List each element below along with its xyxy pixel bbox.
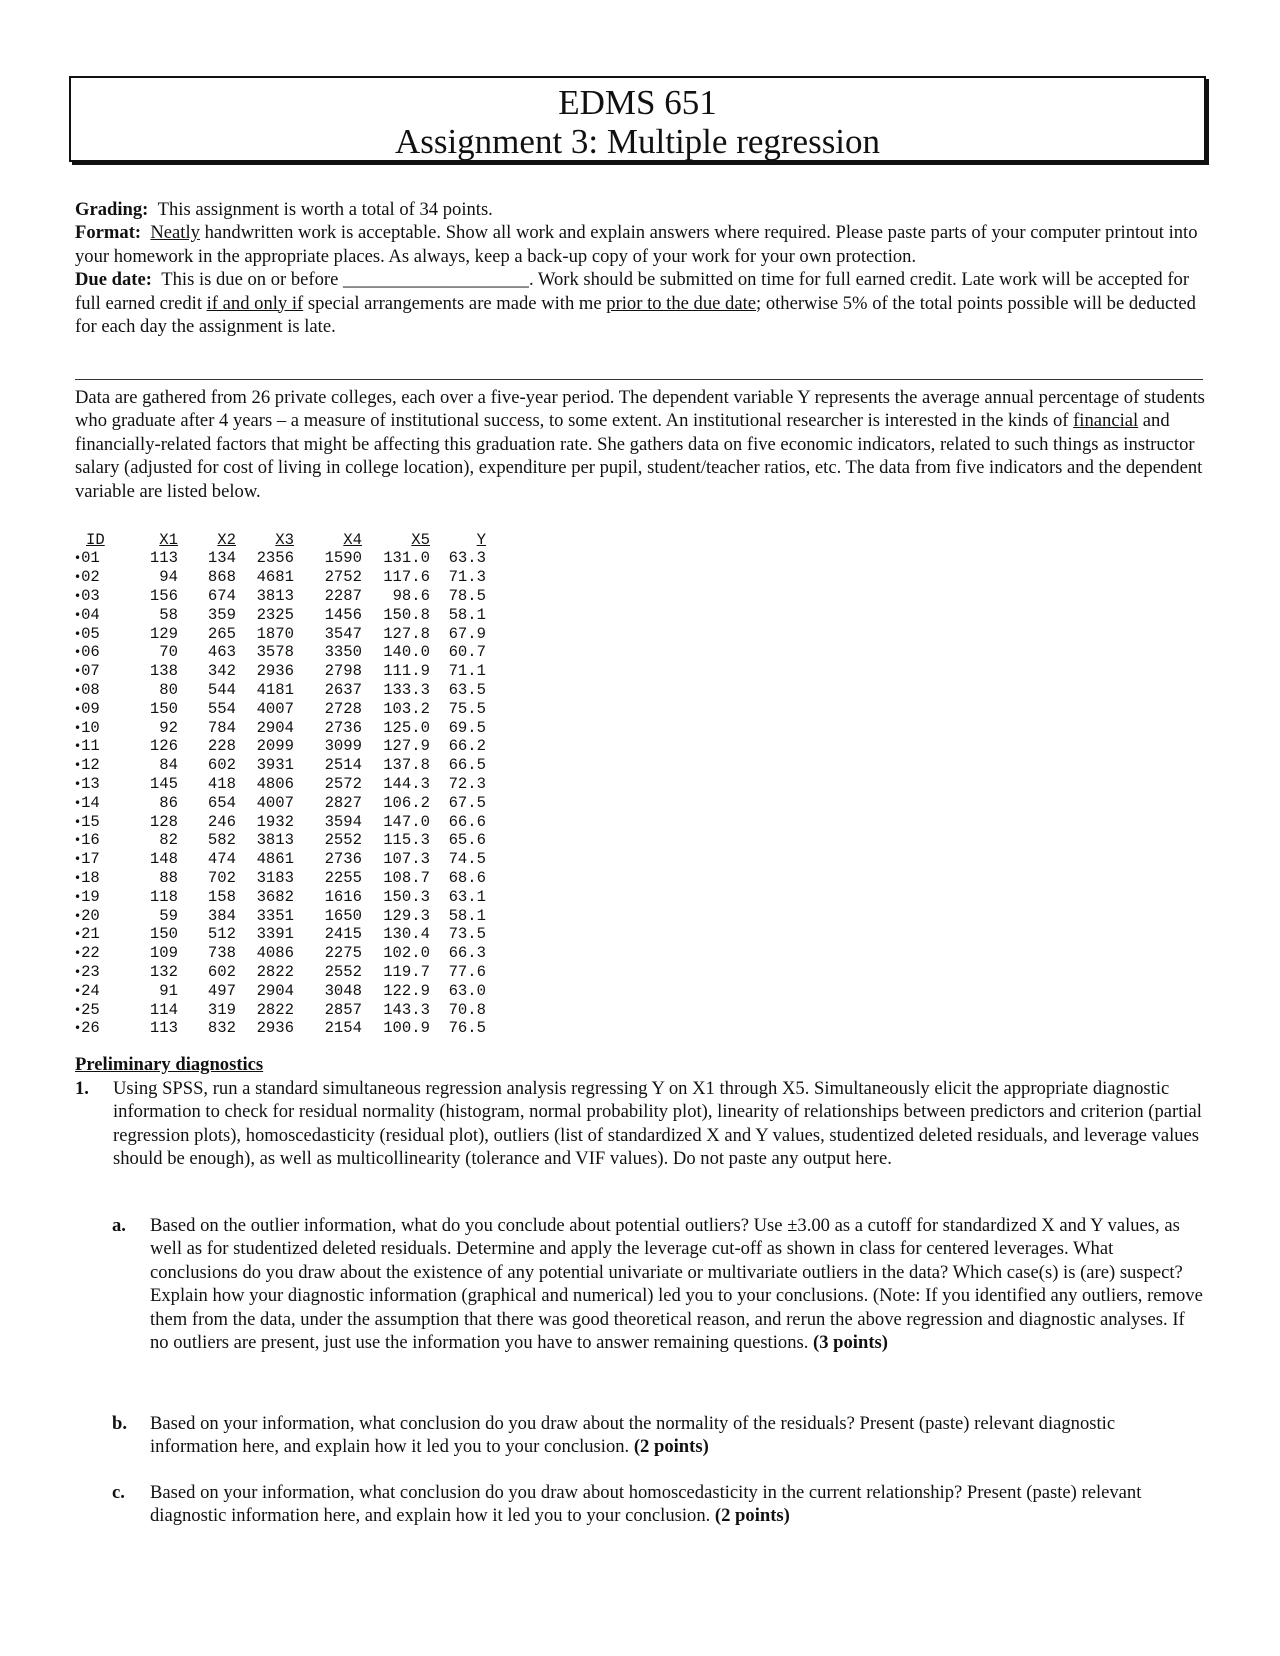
bullet-icon: • [74, 964, 82, 979]
header-x2: X2 [217, 530, 236, 549]
cell-x2: 512 [207, 925, 236, 944]
cell-x3: 3931 [256, 756, 294, 775]
bullet-icon: • [74, 551, 82, 566]
cell-y: 63.0 [448, 981, 486, 1000]
question-number: 1. [75, 1078, 89, 1099]
cell-x4: 2415 [324, 925, 362, 944]
header-x3: X3 [275, 530, 294, 549]
cell-x4: 2154 [324, 1019, 362, 1038]
cell-x1: 138 [149, 662, 178, 681]
table-row [74, 963, 486, 982]
table-row [74, 549, 486, 568]
cell-x4: 3594 [324, 812, 362, 831]
cell-x5: 108.7 [383, 868, 430, 887]
cell-id: •20 [74, 906, 100, 925]
cell-x3: 2822 [256, 1000, 294, 1019]
cell-x1: 150 [149, 699, 178, 718]
table-row [74, 887, 486, 906]
cell-x2: 342 [207, 662, 236, 681]
table-row [74, 699, 486, 718]
cell-y: 75.5 [448, 699, 486, 718]
cell-id: •21 [74, 925, 100, 944]
table-row [74, 587, 486, 606]
cell-id: •10 [74, 718, 100, 737]
table-row [74, 737, 486, 756]
bullet-icon: • [74, 758, 82, 773]
cell-x2: 418 [207, 774, 236, 793]
table-row [74, 925, 486, 944]
assignment-title: Assignment 3: Multiple regression [394, 122, 881, 161]
cell-id: •19 [74, 887, 100, 906]
header-x1: X1 [159, 530, 178, 549]
cell-id: •22 [74, 944, 100, 963]
cell-x4: 1590 [324, 549, 362, 568]
cell-x5: 106.2 [383, 793, 430, 812]
cell-id: •26 [74, 1019, 100, 1038]
intro-text-2: and financially-related factors that might be affecting this graduation rate. She gathers data on five economic indicators, related to such things as instructor salary (adjusted for cost of living in college location), expenditure per pupil, student/teacher ratios, etc. The data from five indicators and the dependent variable are listed below. [75, 410, 1203, 502]
cell-y: 77.6 [448, 962, 486, 981]
cell-x3: 4007 [256, 699, 294, 718]
cell-y: 73.5 [448, 925, 486, 944]
cell-id: •18 [74, 868, 100, 887]
cell-x3: 2325 [256, 605, 294, 624]
cell-x4: 2637 [324, 680, 362, 699]
cell-x1: 82 [159, 831, 178, 850]
table-row [74, 869, 486, 888]
table-row [74, 831, 486, 850]
question-body: Based on your information, what conclusion do you draw about homoscedasticity in the current relationship? Present (paste) relevant diagnostic information here, and explain how it led you to your conclusion. [150, 1482, 1142, 1527]
cell-x2: 582 [207, 831, 236, 850]
cell-x1: 150 [149, 925, 178, 944]
cell-x2: 265 [207, 624, 236, 643]
header-x4: X4 [343, 530, 362, 549]
cell-x3: 4007 [256, 793, 294, 812]
cell-id: •12 [74, 756, 100, 775]
table-row [74, 605, 486, 624]
cell-x5: 140.0 [383, 643, 430, 662]
cell-y: 72.3 [448, 774, 486, 793]
cell-x5: 127.8 [383, 624, 430, 643]
table-row [74, 906, 486, 925]
cell-y: 58.1 [448, 605, 486, 624]
cell-x5: 133.3 [383, 680, 430, 699]
header-x5: X5 [411, 530, 430, 549]
cell-x3: 3813 [256, 586, 294, 605]
format-emphasis: Neatly [150, 222, 200, 244]
bullet-icon: • [74, 1002, 82, 1017]
cell-x5: 129.3 [383, 906, 430, 925]
cell-x3: 2904 [256, 718, 294, 737]
cell-x5: 111.9 [383, 662, 430, 681]
question-body: Based on your information, what conclusion do you draw about the normality of the residuals? Present (paste) relevant diagnostic information here, and explain how it led you to your conclusion. [150, 1413, 1116, 1458]
question-1a [112, 1214, 1204, 1354]
cell-id: •04 [74, 605, 100, 624]
table-row [74, 775, 486, 794]
question-letter: a. [112, 1215, 126, 1236]
cell-id: •07 [74, 662, 100, 681]
cell-x5: 144.3 [383, 774, 430, 793]
bullet-icon: • [74, 852, 82, 867]
header-id: ID [86, 530, 105, 549]
cell-x3: 2904 [256, 981, 294, 1000]
cell-x3: 2936 [256, 1019, 294, 1038]
table-row [74, 1000, 486, 1019]
cell-x4: 2728 [324, 699, 362, 718]
cell-x5: 150.3 [383, 887, 430, 906]
cell-id: •11 [74, 737, 100, 756]
bullet-icon: • [74, 889, 82, 904]
cell-x1: 148 [149, 850, 178, 869]
table-row [74, 812, 486, 831]
table-row [74, 981, 486, 1000]
bullet-icon: • [74, 927, 82, 942]
question-1b [112, 1412, 1204, 1459]
intro-text-1: Data are gathered from 26 private colleges, each over a five-year period. The dependent variable Y represents the average annual percentage of students who graduate after 4 years – a measure of institutional success, to some extent. An institutional researcher is interested in the kinds of [75, 387, 1205, 432]
cell-y: 68.6 [448, 868, 486, 887]
due-line [75, 268, 1205, 338]
cell-y: 63.3 [448, 549, 486, 568]
cell-x5: 125.0 [383, 718, 430, 737]
cell-x2: 674 [207, 586, 236, 605]
due-text-2: special arrangements are made with me [303, 292, 607, 314]
course-title: EDMS 651 [558, 83, 717, 122]
cell-x2: 246 [207, 812, 236, 831]
cell-x2: 868 [207, 568, 236, 587]
bullet-icon: • [74, 795, 82, 810]
cell-y: 66.2 [448, 737, 486, 756]
question-text [150, 1412, 1204, 1459]
bullet-icon: • [74, 682, 82, 697]
cell-id: •08 [74, 680, 100, 699]
cell-x4: 2736 [324, 718, 362, 737]
format-label: Format: [75, 222, 142, 244]
bullet-icon: • [74, 626, 82, 641]
cell-x1: 145 [149, 774, 178, 793]
cell-x4: 2287 [324, 586, 362, 605]
bullet-icon: • [74, 983, 82, 998]
question-letter: b. [112, 1413, 127, 1434]
bullet-icon: • [74, 664, 82, 679]
cell-x4: 2275 [324, 944, 362, 963]
intro-emphasis: financial [1073, 410, 1139, 432]
table-row [74, 624, 486, 643]
grading-label: Grading: [75, 199, 149, 220]
cell-y: 66.5 [448, 756, 486, 775]
cell-y: 67.9 [448, 624, 486, 643]
due-emphasis-2: prior to the due date [606, 292, 757, 314]
cell-x1: 128 [149, 812, 178, 831]
cell-x3: 3578 [256, 643, 294, 662]
question-1c [112, 1481, 1204, 1528]
cell-x4: 2798 [324, 662, 362, 681]
bullet-icon: • [74, 908, 82, 923]
cell-x1: 129 [149, 624, 178, 643]
cell-x4: 3048 [324, 981, 362, 1000]
question-text: Using SPSS, run a standard simultaneous regression analysis regressing Y on X1 through X5. Simultaneously elicit the appropriate diagnostic information to check for residual normality (histogram, normal probability plot), linearity of relationships between predictors and criterion (partial regression plots), homoscedasticity (residual plot), outliers (list of standardized X and Y values, studentized deleted residuals, and leverage values should be enough), as well as multicollinearity (tolerance and VIF values). Do not paste any output here. [113, 1078, 1202, 1170]
cell-x4: 2857 [324, 1000, 362, 1019]
cell-y: 71.1 [448, 662, 486, 681]
cell-x5: 107.3 [383, 850, 430, 869]
cell-id: •17 [74, 850, 100, 869]
cell-x3: 2099 [256, 737, 294, 756]
cell-y: 66.3 [448, 944, 486, 963]
cell-x5: 122.9 [383, 981, 430, 1000]
cell-x1: 86 [159, 793, 178, 812]
cell-x2: 702 [207, 868, 236, 887]
format-line [75, 221, 1205, 268]
cell-x1: 156 [149, 586, 178, 605]
cell-x4: 2514 [324, 756, 362, 775]
cell-x5: 117.6 [383, 568, 430, 587]
section-heading: Preliminary diagnostics [75, 1054, 264, 1075]
cell-x5: 103.2 [383, 699, 430, 718]
cell-y: 63.1 [448, 887, 486, 906]
bullet-icon: • [74, 645, 82, 660]
cell-id: •16 [74, 831, 100, 850]
cell-x4: 2572 [324, 774, 362, 793]
due-emphasis-1: if and only if [206, 292, 304, 314]
table-row [74, 793, 486, 812]
cell-y: 66.6 [448, 812, 486, 831]
cell-x1: 94 [159, 568, 178, 587]
format-text: handwritten work is acceptable. Show all work and explain answers where required. Please paste parts of your computer printout into your homework in the appropriate places. As always, keep a back-up copy of your work for your own protection. [75, 222, 1198, 267]
cell-x2: 602 [207, 962, 236, 981]
cell-id: •09 [74, 699, 100, 718]
header-y: Y [476, 530, 486, 549]
cell-x4: 2752 [324, 568, 362, 587]
cell-x4: 2552 [324, 831, 362, 850]
table-body [74, 549, 486, 1038]
cell-x5: 100.9 [383, 1019, 430, 1038]
cell-x2: 158 [207, 887, 236, 906]
cell-x5: 143.3 [383, 1000, 430, 1019]
cell-x1: 58 [159, 605, 178, 624]
assignment-info [75, 198, 1205, 338]
data-description [75, 386, 1205, 503]
cell-y: 69.5 [448, 718, 486, 737]
question-body: Based on the outlier information, what do you conclude about potential outliers? Use ±3.00 as a cutoff for standardized X and Y values, as well as for studentized deleted residuals. Determine and apply the leverage cut-off as shown in class for centered leverages. What conclusions do you draw about the existence of any potential univariate or multivariate outliers in the data? Which case(s) is (are) suspect? Explain how your diagnostic information (graphical and numerical) led you to your conclusions. (Note: If you identified any outliers, remove them from the data, under the assumption that there was good theoretical reason, and rerun the above regression and diagnostic analyses. If no outliers are present, just use the information you have to answer remaining questions. [150, 1215, 1203, 1354]
bullet-icon: • [74, 570, 82, 585]
cell-x3: 3183 [256, 868, 294, 887]
cell-y: 60.7 [448, 643, 486, 662]
table-row [74, 718, 486, 737]
table-row [74, 1019, 486, 1038]
cell-x2: 319 [207, 1000, 236, 1019]
bullet-icon: • [74, 946, 82, 961]
cell-x1: 88 [159, 868, 178, 887]
cell-x4: 1616 [324, 887, 362, 906]
cell-x4: 1456 [324, 605, 362, 624]
bullet-icon: • [74, 739, 82, 754]
table-row [74, 662, 486, 681]
cell-x4: 2552 [324, 962, 362, 981]
cell-x3: 4086 [256, 944, 294, 963]
cell-x5: 147.0 [383, 812, 430, 831]
cell-x4: 2255 [324, 868, 362, 887]
cell-x2: 832 [207, 1019, 236, 1038]
question-letter: c. [112, 1482, 125, 1503]
cell-x3: 3813 [256, 831, 294, 850]
cell-x3: 4181 [256, 680, 294, 699]
cell-id: •13 [74, 774, 100, 793]
cell-x5: 115.3 [383, 831, 430, 850]
table-row [74, 643, 486, 662]
cell-id: •24 [74, 981, 100, 1000]
cell-x5: 119.7 [383, 962, 430, 981]
cell-x1: 113 [149, 549, 178, 568]
data-table [74, 530, 486, 1038]
cell-x2: 463 [207, 643, 236, 662]
bullet-icon: • [74, 776, 82, 791]
cell-x1: 91 [159, 981, 178, 1000]
cell-y: 74.5 [448, 850, 486, 869]
cell-x5: 98.6 [392, 586, 430, 605]
bullet-icon: • [74, 814, 82, 829]
cell-x1: 92 [159, 718, 178, 737]
cell-x5: 127.9 [383, 737, 430, 756]
cell-x3: 1932 [256, 812, 294, 831]
title-box [69, 76, 1206, 162]
table-row [74, 756, 486, 775]
cell-x1: 59 [159, 906, 178, 925]
divider-line [75, 379, 1203, 380]
question-text [150, 1214, 1204, 1354]
cell-x3: 2936 [256, 662, 294, 681]
due-text-1: This is due on or before ____________________. Work should be submitted on time for full earned credit. Late work will be accepted for full earned credit [75, 269, 1190, 314]
question-points: (2 points) [633, 1436, 709, 1458]
cell-x2: 602 [207, 756, 236, 775]
cell-x1: 126 [149, 737, 178, 756]
cell-id: •01 [74, 549, 100, 568]
cell-x3: 4681 [256, 568, 294, 587]
cell-x2: 474 [207, 850, 236, 869]
table-row [74, 850, 486, 869]
cell-x2: 554 [207, 699, 236, 718]
cell-x4: 3099 [324, 737, 362, 756]
cell-x5: 150.8 [383, 605, 430, 624]
cell-x3: 1870 [256, 624, 294, 643]
bullet-icon: • [74, 588, 82, 603]
cell-x1: 114 [149, 1000, 178, 1019]
cell-x3: 4861 [256, 850, 294, 869]
cell-x3: 2822 [256, 962, 294, 981]
cell-y: 58.1 [448, 906, 486, 925]
cell-y: 71.3 [448, 568, 486, 587]
cell-y: 65.6 [448, 831, 486, 850]
table-row [74, 944, 486, 963]
cell-x2: 738 [207, 944, 236, 963]
cell-id: •14 [74, 793, 100, 812]
bullet-icon: • [74, 870, 82, 885]
question-points: (3 points) [813, 1332, 888, 1354]
table-header-row [74, 530, 486, 549]
cell-x4: 1650 [324, 906, 362, 925]
cell-id: •05 [74, 624, 100, 643]
table-row [74, 681, 486, 700]
cell-x5: 131.0 [383, 549, 430, 568]
cell-x5: 130.4 [383, 925, 430, 944]
bullet-icon: • [74, 833, 82, 848]
table-row [74, 568, 486, 587]
cell-x2: 544 [207, 680, 236, 699]
grading-text: This assignment is worth a total of 34 points. [157, 199, 493, 220]
cell-x2: 497 [207, 981, 236, 1000]
cell-x1: 118 [149, 887, 178, 906]
cell-x2: 228 [207, 737, 236, 756]
cell-x2: 134 [207, 549, 236, 568]
cell-x4: 2736 [324, 850, 362, 869]
cell-y: 76.5 [448, 1019, 486, 1038]
cell-x1: 80 [159, 680, 178, 699]
cell-id: •02 [74, 568, 100, 587]
cell-y: 67.5 [448, 793, 486, 812]
cell-y: 63.5 [448, 680, 486, 699]
cell-id: •06 [74, 643, 100, 662]
cell-x3: 3391 [256, 925, 294, 944]
cell-x2: 654 [207, 793, 236, 812]
cell-x4: 2827 [324, 793, 362, 812]
cell-x1: 132 [149, 962, 178, 981]
cell-x4: 3350 [324, 643, 362, 662]
bullet-icon: • [74, 1021, 82, 1036]
question-points: (2 points) [714, 1505, 790, 1527]
grading-line [75, 198, 1205, 221]
cell-y: 78.5 [448, 586, 486, 605]
cell-id: •03 [74, 586, 100, 605]
cell-x2: 784 [207, 718, 236, 737]
cell-x1: 109 [149, 944, 178, 963]
due-text-3: ; otherwise 5% of the total points possible will be deducted for each day the assignment is late. [75, 292, 1196, 338]
question-text [150, 1481, 1204, 1528]
question-1 [75, 1077, 1205, 1171]
cell-id: •15 [74, 812, 100, 831]
cell-x1: 70 [159, 643, 178, 662]
due-label: Due date: [75, 269, 152, 291]
cell-x1: 84 [159, 756, 178, 775]
cell-x3: 2356 [256, 549, 294, 568]
cell-x5: 137.8 [383, 756, 430, 775]
cell-x3: 3351 [256, 906, 294, 925]
cell-x2: 384 [207, 906, 236, 925]
cell-x3: 3682 [256, 887, 294, 906]
cell-x4: 3547 [324, 624, 362, 643]
bullet-icon: • [74, 607, 82, 622]
cell-x1: 113 [149, 1019, 178, 1038]
cell-x2: 359 [207, 605, 236, 624]
bullet-icon: • [74, 701, 82, 716]
cell-id: •23 [74, 962, 100, 981]
cell-id: •25 [74, 1000, 100, 1019]
bullet-icon: • [74, 720, 82, 735]
cell-x3: 4806 [256, 774, 294, 793]
cell-y: 70.8 [448, 1000, 486, 1019]
cell-x5: 102.0 [383, 944, 430, 963]
